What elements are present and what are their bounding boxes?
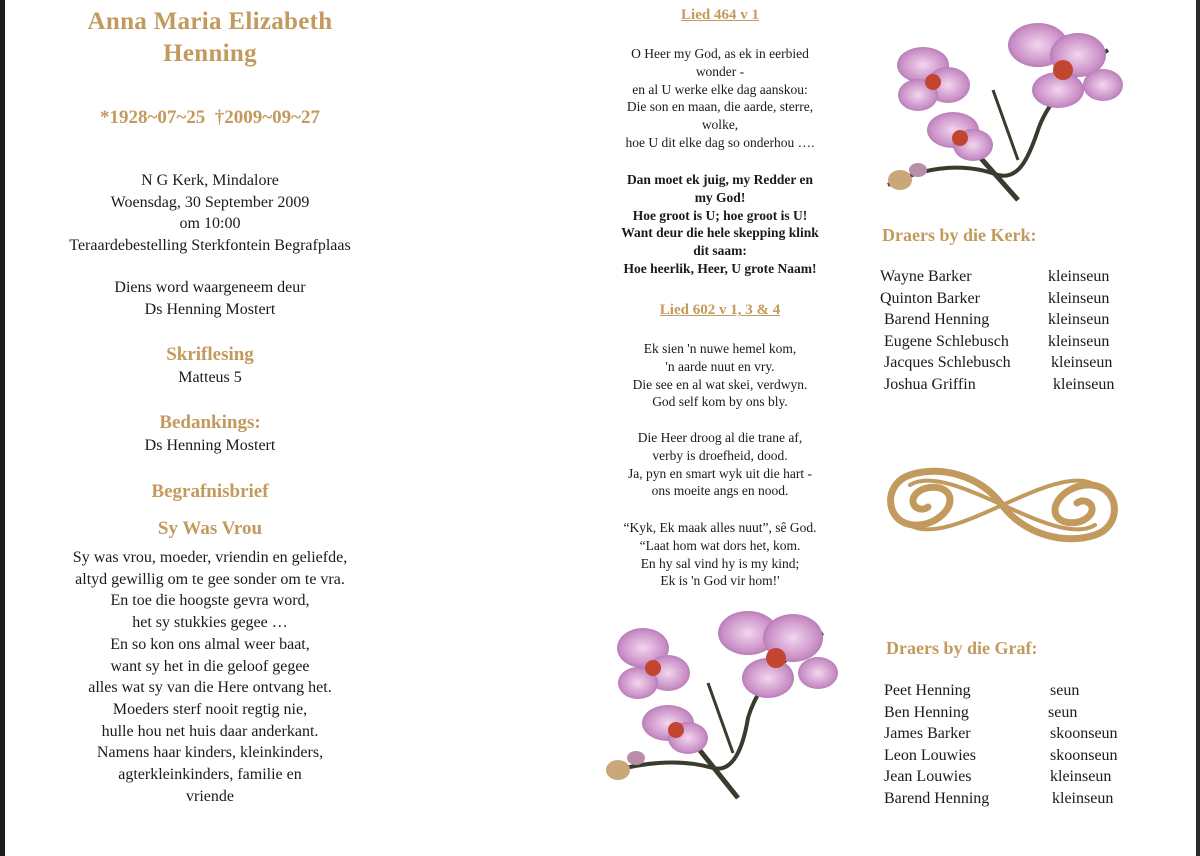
service-line: N G Kerk, Mindalore xyxy=(141,172,279,189)
list-item xyxy=(880,331,1150,353)
grave-bearers-heading: Draers by die Graf: xyxy=(886,638,1038,658)
list-item xyxy=(884,680,1154,702)
poem-line: agterkleinkinders, familie en xyxy=(118,766,302,784)
hymn-line: dit saam: xyxy=(693,243,747,259)
bearer-name: James Barker xyxy=(884,725,971,743)
bearer-name: Eugene Schlebusch xyxy=(884,332,1009,350)
list-item xyxy=(884,723,1154,745)
list-item xyxy=(884,766,1154,788)
poem-line: vriende xyxy=(186,787,234,805)
poem-line: Namens haar kinders, kleinkinders, xyxy=(96,744,324,762)
hymn-2-verse-3 xyxy=(580,519,860,590)
hymn-line: Die Heer droog al die trane af, xyxy=(637,430,803,445)
scan-edge-right xyxy=(1196,0,1200,856)
bearer-name: Jacques Schlebusch xyxy=(884,354,1011,372)
bearer-relation: skoonseun xyxy=(1050,725,1118,743)
poem-line: want sy het in die geloof gegee xyxy=(110,657,310,675)
hymn-line: Dan moet ek juig, my Redder en xyxy=(626,172,814,187)
hymn-line: Ek sien 'n nuwe hemel kom, xyxy=(643,341,797,356)
poem-line: altyd gewillig om te gee sonder om te vra. xyxy=(75,570,345,588)
bearer-name: Barend Henning xyxy=(884,789,990,807)
hymn-2-verse-2 xyxy=(580,429,860,500)
thanks-name: Ds Henning Mostert xyxy=(144,437,276,454)
poem-line: hulle hou net huis daar anderkant. xyxy=(101,722,319,740)
poem-line: het sy stukkies gegee … xyxy=(132,614,288,632)
hymn-line: Die son en maan, die aarde, sterre, xyxy=(626,99,814,115)
bearer-relation: kleinseun xyxy=(1048,289,1110,307)
poem-title: Sy Was Vrou xyxy=(157,518,263,539)
bearer-name: Leon Louwies xyxy=(884,746,976,764)
hymn-line: en al U werke elke dag aanskou: xyxy=(632,81,808,97)
name-line-2: Henning xyxy=(163,40,257,67)
list-item xyxy=(880,309,1150,331)
hymn-line: Ja, pyn en smart wyk uit die hart - xyxy=(627,465,813,481)
list-item xyxy=(880,374,1150,396)
service-line: om 10:00 xyxy=(179,215,241,232)
bearer-name: Barend Henning xyxy=(884,311,990,329)
letter-heading: Begrafnisbrief xyxy=(151,481,269,502)
list-item xyxy=(880,288,1150,310)
bearer-relation: kleinseun xyxy=(1051,354,1113,372)
bearer-name: Jean Louwies xyxy=(884,768,972,786)
bearer-relation: kleinseun xyxy=(1048,268,1110,285)
service-details xyxy=(20,170,400,256)
orchid-image-bottom xyxy=(598,598,843,803)
poem-line: Moeders sterf nooit regtig nie, xyxy=(112,700,308,718)
bearer-name: Wayne Barker xyxy=(880,268,972,285)
bearer-relation: kleinseun xyxy=(1053,375,1115,393)
hymn-2-title: Lied 602 v 1, 3 & 4 xyxy=(659,302,781,318)
hymn-line: ons moeite angs en nood. xyxy=(651,483,789,499)
bearer-relation: seun xyxy=(1050,682,1080,699)
hymn-line: hoe U dit elke dag so onderhou …. xyxy=(625,134,815,150)
left-column xyxy=(20,0,400,856)
right-column xyxy=(870,0,1190,856)
officiant-line: Ds Henning Mostert xyxy=(144,300,276,318)
bearer-name: Joshua Griffin xyxy=(884,375,976,393)
thanks-heading: Bedankings: xyxy=(159,412,261,433)
list-item xyxy=(880,266,1150,288)
bearer-name: Peet Henning xyxy=(884,682,971,699)
officiant-details xyxy=(20,277,400,320)
hymn-line: Want deur die hele skepping klink xyxy=(621,225,819,241)
thanks-section xyxy=(20,411,400,457)
grave-bearers-list xyxy=(884,680,1154,810)
bearer-relation: kleinseun xyxy=(1048,332,1110,350)
bearer-name: Quinton Barker xyxy=(880,289,980,307)
bearer-relation: kleinseun xyxy=(1052,789,1114,807)
hymn-line: “Kyk, Ek maak alles nuut”, sê God. xyxy=(623,520,817,535)
poem-section xyxy=(20,517,400,807)
service-line: Woensdag, 30 September 2009 xyxy=(110,193,310,211)
hymn-1-title: Lied 464 v 1 xyxy=(681,7,759,23)
name-line-1: Anna Maria Elizabeth xyxy=(87,8,333,35)
bearer-name: Ben Henning xyxy=(884,703,969,721)
hymn-line: verby is droefheid, dood. xyxy=(652,447,788,463)
list-item xyxy=(884,702,1154,724)
bearer-relation: kleinseun xyxy=(1050,768,1112,786)
hymn-line: Hoe groot is U; hoe groot is U! xyxy=(632,207,808,223)
orchid-bloom xyxy=(642,705,708,754)
bearer-relation: kleinseun xyxy=(1048,311,1110,329)
poem-line: En so kon ons almal weer baat, xyxy=(110,635,310,653)
scan-edge-left xyxy=(0,0,5,856)
hymn-line: 'n aarde nuut en vry. xyxy=(665,358,775,374)
deceased-name xyxy=(20,6,400,70)
hymn-line: wonder - xyxy=(695,63,745,79)
orchid-bloom xyxy=(617,628,690,699)
hymn-line: Hoe heerlik, Heer, U grote Naam! xyxy=(623,260,817,276)
letter-section xyxy=(20,480,400,504)
poem-line: En toe die hoogste gevra word, xyxy=(110,592,310,610)
poem-line: Sy was vrou, moeder, vriendin en geliefde, xyxy=(72,549,348,566)
poem-body xyxy=(20,547,400,807)
hymn-2-verse-1 xyxy=(580,340,860,411)
bearer-relation: seun xyxy=(1048,703,1078,721)
list-item xyxy=(884,788,1154,810)
life-dates: *1928~07~25 †2009~09~27 xyxy=(99,107,321,128)
hymn-line: O Heer my God, as ek in eerbied xyxy=(631,46,809,61)
hymn-1-verse xyxy=(580,45,860,152)
hymn-line: Ek is 'n God vir hom!' xyxy=(660,573,780,589)
officiant-line: Diens word waargeneem deur xyxy=(114,279,306,296)
church-bearers-list xyxy=(880,266,1150,396)
poem-line: alles wat sy van die Here ontvang het. xyxy=(88,679,332,697)
hymn-line: “Laat hom wat dors het, kom. xyxy=(639,537,801,553)
hymn-line: my God! xyxy=(694,189,746,205)
scripture-reference: Matteus 5 xyxy=(178,369,242,386)
flourish-ornament-icon xyxy=(880,455,1125,555)
hymn-line: En hy sal vind hy is my kind; xyxy=(640,555,800,571)
hymn-line: God self kom by ons bly. xyxy=(652,394,788,410)
hymn-line: Die see en al wat skei, verdwyn. xyxy=(632,376,808,392)
list-item xyxy=(880,352,1150,374)
scripture-section xyxy=(20,343,400,389)
service-line: Teraardebestelling Sterkfontein Begrafplaas xyxy=(69,236,351,254)
scripture-heading: Skriflesing xyxy=(166,344,254,365)
church-bearers-heading: Draers by die Kerk: xyxy=(882,225,1037,245)
bearer-relation: skoonseun xyxy=(1050,746,1118,764)
list-item xyxy=(884,745,1154,767)
orchid-bloom xyxy=(718,611,838,698)
hymn-1-chorus xyxy=(580,171,860,278)
hymn-line: wolke, xyxy=(701,117,739,133)
